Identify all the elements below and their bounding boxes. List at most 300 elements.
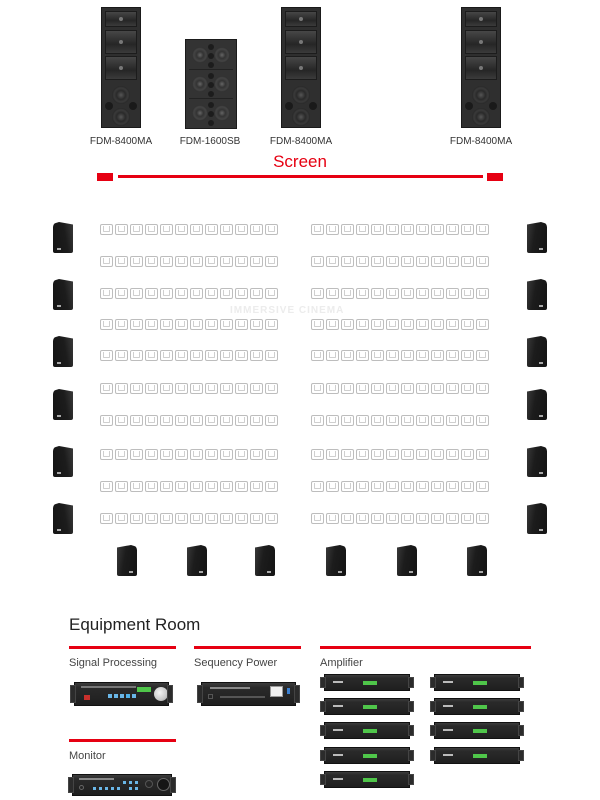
seat-icon[interactable] (130, 513, 143, 524)
knob-icon (145, 780, 153, 788)
main-speaker-left[interactable] (101, 7, 141, 128)
seat-icon[interactable] (476, 319, 489, 330)
seat-icon[interactable] (175, 224, 188, 235)
surround-speaker-left[interactable] (53, 389, 73, 420)
seat-icon[interactable] (160, 350, 173, 361)
seat-icon[interactable] (386, 288, 399, 299)
seat-icon[interactable] (265, 481, 278, 492)
seat-icon[interactable] (326, 415, 339, 426)
amplifier-device[interactable] (434, 722, 520, 739)
seat-icon[interactable] (100, 256, 113, 267)
seat-icon[interactable] (311, 415, 324, 426)
seat-icon[interactable] (431, 513, 444, 524)
seat-icon[interactable] (356, 383, 369, 394)
seat-icon[interactable] (130, 288, 143, 299)
seat-icon[interactable] (341, 449, 354, 460)
seat-icon[interactable] (356, 224, 369, 235)
seat-icon[interactable] (476, 350, 489, 361)
surround-speaker-left[interactable] (53, 279, 73, 310)
surround-speaker-rear[interactable] (326, 545, 346, 576)
subwoofer-center[interactable] (185, 39, 237, 129)
seat-icon[interactable] (461, 481, 474, 492)
seat-icon[interactable] (401, 288, 414, 299)
amplifier-device[interactable] (434, 674, 520, 691)
seat-icon[interactable] (220, 256, 233, 267)
seat-icon[interactable] (401, 513, 414, 524)
seat-icon[interactable] (341, 319, 354, 330)
seat-icon[interactable] (416, 256, 429, 267)
seat-icon[interactable] (160, 256, 173, 267)
amplifier-device[interactable] (324, 747, 410, 764)
surround-speaker-rear[interactable] (187, 545, 207, 576)
seat-icon[interactable] (431, 224, 444, 235)
seat-icon[interactable] (250, 319, 263, 330)
seat-icon[interactable] (311, 224, 324, 235)
seat-icon[interactable] (205, 481, 218, 492)
seat-icon[interactable] (461, 224, 474, 235)
signal-processor-device[interactable] (74, 682, 169, 706)
volume-dial-icon (157, 778, 170, 791)
seat-icon[interactable] (205, 288, 218, 299)
seat-icon[interactable] (401, 383, 414, 394)
seat-icon[interactable] (235, 288, 248, 299)
seat-icon[interactable] (220, 383, 233, 394)
seat-icon[interactable] (145, 319, 158, 330)
seat-icon[interactable] (265, 513, 278, 524)
seat-row (311, 319, 489, 330)
seat-icon[interactable] (220, 319, 233, 330)
seat-icon[interactable] (160, 383, 173, 394)
seat-icon[interactable] (431, 383, 444, 394)
seat-icon[interactable] (431, 319, 444, 330)
seat-icon[interactable] (115, 224, 128, 235)
seat-icon[interactable] (341, 256, 354, 267)
seat-icon[interactable] (311, 256, 324, 267)
seat-icon[interactable] (250, 383, 263, 394)
seat-icon[interactable] (476, 449, 489, 460)
seat-icon[interactable] (145, 288, 158, 299)
seat-icon[interactable] (115, 350, 128, 361)
section-label-amplifier: Amplifier (320, 657, 363, 669)
seat-icon[interactable] (190, 288, 203, 299)
screen-line (118, 175, 483, 178)
divider-power (194, 646, 301, 649)
seat-icon[interactable] (416, 224, 429, 235)
seat-icon[interactable] (265, 256, 278, 267)
seat-icon[interactable] (145, 224, 158, 235)
seat-icon[interactable] (265, 350, 278, 361)
seat-icon[interactable] (356, 449, 369, 460)
seat-icon[interactable] (461, 319, 474, 330)
seat-icon[interactable] (190, 224, 203, 235)
seat-icon[interactable] (446, 288, 459, 299)
amplifier-device[interactable] (324, 771, 410, 788)
screen-edge-right (487, 173, 503, 181)
surround-speaker-rear[interactable] (255, 545, 275, 576)
seat-icon[interactable] (100, 224, 113, 235)
seat-icon[interactable] (190, 319, 203, 330)
seat-row (100, 350, 278, 361)
seat-icon[interactable] (356, 513, 369, 524)
seat-icon[interactable] (386, 481, 399, 492)
seat-icon[interactable] (326, 319, 339, 330)
seat-icon[interactable] (115, 383, 128, 394)
seat-icon[interactable] (160, 415, 173, 426)
seat-icon[interactable] (115, 481, 128, 492)
seat-icon[interactable] (461, 350, 474, 361)
seat-icon[interactable] (115, 288, 128, 299)
seat-icon[interactable] (341, 481, 354, 492)
seat-icon[interactable] (326, 513, 339, 524)
surround-speaker-left[interactable] (53, 336, 73, 367)
seat-icon[interactable] (341, 513, 354, 524)
seat-icon[interactable] (326, 224, 339, 235)
seat-icon[interactable] (235, 513, 248, 524)
seat-icon[interactable] (356, 319, 369, 330)
seat-icon[interactable] (416, 513, 429, 524)
seat-icon[interactable] (311, 288, 324, 299)
seat-icon[interactable] (476, 288, 489, 299)
seat-icon[interactable] (431, 350, 444, 361)
seat-icon[interactable] (115, 319, 128, 330)
seat-icon[interactable] (130, 449, 143, 460)
seat-icon[interactable] (371, 415, 384, 426)
seat-icon[interactable] (220, 449, 233, 460)
seat-icon[interactable] (386, 513, 399, 524)
seat-icon[interactable] (476, 224, 489, 235)
seat-icon[interactable] (250, 288, 263, 299)
seat-row (311, 350, 489, 361)
surround-speaker-left[interactable] (53, 446, 73, 477)
seat-icon[interactable] (175, 256, 188, 267)
seat-icon[interactable] (446, 449, 459, 460)
seat-icon[interactable] (175, 513, 188, 524)
seat-icon[interactable] (100, 513, 113, 524)
seat-icon[interactable] (386, 319, 399, 330)
seat-icon[interactable] (371, 383, 384, 394)
seat-icon[interactable] (175, 288, 188, 299)
seat-icon[interactable] (100, 415, 113, 426)
seat-icon[interactable] (386, 350, 399, 361)
seat-icon[interactable] (356, 415, 369, 426)
seat-icon[interactable] (175, 481, 188, 492)
amplifier-device[interactable] (324, 698, 410, 715)
seat-icon[interactable] (175, 319, 188, 330)
seat-icon[interactable] (190, 449, 203, 460)
seat-icon[interactable] (341, 350, 354, 361)
seat-row (100, 319, 278, 330)
section-label-power: Sequency Power (194, 657, 278, 669)
monitor-device[interactable] (72, 774, 172, 796)
seat-icon[interactable] (160, 449, 173, 460)
seat-icon[interactable] (401, 449, 414, 460)
seat-icon[interactable] (386, 224, 399, 235)
seat-icon[interactable] (100, 449, 113, 460)
seat-icon[interactable] (341, 224, 354, 235)
seat-icon[interactable] (250, 256, 263, 267)
seat-icon[interactable] (265, 449, 278, 460)
seat-icon[interactable] (401, 256, 414, 267)
seat-icon[interactable] (341, 383, 354, 394)
seat-icon[interactable] (461, 513, 474, 524)
seat-icon[interactable] (220, 415, 233, 426)
seat-icon[interactable] (190, 383, 203, 394)
amplifier-device[interactable] (324, 722, 410, 739)
seat-icon[interactable] (130, 415, 143, 426)
seat-icon[interactable] (461, 288, 474, 299)
seat-row (100, 256, 278, 267)
seat-icon[interactable] (250, 224, 263, 235)
seat-icon[interactable] (220, 513, 233, 524)
sequency-power-device[interactable] (201, 682, 296, 706)
seat-icon[interactable] (446, 224, 459, 235)
seat-icon[interactable] (205, 513, 218, 524)
seat-icon[interactable] (311, 350, 324, 361)
seat-icon[interactable] (130, 481, 143, 492)
seat-icon[interactable] (115, 415, 128, 426)
seat-icon[interactable] (476, 415, 489, 426)
lcd-display-icon (473, 705, 487, 709)
seat-icon[interactable] (476, 513, 489, 524)
seat-icon[interactable] (100, 319, 113, 330)
seat-icon[interactable] (416, 383, 429, 394)
surround-speaker-left[interactable] (53, 222, 73, 253)
surround-speaker-right[interactable] (527, 389, 547, 420)
seat-icon[interactable] (115, 449, 128, 460)
seat-icon[interactable] (190, 256, 203, 267)
surround-speaker-rear[interactable] (397, 545, 417, 576)
seat-icon[interactable] (446, 319, 459, 330)
seat-icon[interactable] (130, 319, 143, 330)
seat-icon[interactable] (205, 256, 218, 267)
seat-icon[interactable] (341, 415, 354, 426)
seat-icon[interactable] (401, 415, 414, 426)
seat-icon[interactable] (220, 224, 233, 235)
seat-icon[interactable] (130, 383, 143, 394)
seat-icon[interactable] (190, 350, 203, 361)
seat-icon[interactable] (250, 449, 263, 460)
seat-icon[interactable] (145, 383, 158, 394)
seat-icon[interactable] (250, 481, 263, 492)
seat-icon[interactable] (446, 481, 459, 492)
seat-icon[interactable] (235, 224, 248, 235)
standby-icon (79, 785, 84, 790)
surround-speaker-right[interactable] (527, 336, 547, 367)
seat-icon[interactable] (416, 288, 429, 299)
seat-icon[interactable] (100, 383, 113, 394)
seat-icon[interactable] (311, 481, 324, 492)
seat-icon[interactable] (250, 350, 263, 361)
seat-icon[interactable] (476, 383, 489, 394)
speaker-label: FDM-8400MA (89, 136, 153, 147)
equipment-room-title: Equipment Room (69, 615, 201, 634)
seat-icon[interactable] (356, 256, 369, 267)
lcd-display-icon (363, 681, 377, 685)
amplifier-device[interactable] (324, 674, 410, 691)
seat-icon[interactable] (265, 415, 278, 426)
seat-icon[interactable] (311, 513, 324, 524)
surround-speaker-right[interactable] (527, 503, 547, 534)
seat-icon[interactable] (476, 481, 489, 492)
seat-icon[interactable] (130, 224, 143, 235)
seat-icon[interactable] (431, 449, 444, 460)
seat-icon[interactable] (115, 256, 128, 267)
seat-icon[interactable] (205, 415, 218, 426)
seat-icon[interactable] (205, 224, 218, 235)
seat-icon[interactable] (145, 481, 158, 492)
seat-icon[interactable] (431, 288, 444, 299)
seat-icon[interactable] (160, 224, 173, 235)
seat-icon[interactable] (311, 383, 324, 394)
main-speaker-right[interactable] (461, 7, 501, 128)
seat-icon[interactable] (235, 481, 248, 492)
seat-icon[interactable] (326, 449, 339, 460)
seat-icon[interactable] (371, 319, 384, 330)
seat-icon[interactable] (175, 449, 188, 460)
seat-icon[interactable] (145, 449, 158, 460)
switch-icon (208, 694, 213, 699)
seat-icon[interactable] (371, 224, 384, 235)
seat-icon[interactable] (100, 350, 113, 361)
surround-speaker-left[interactable] (53, 503, 73, 534)
seat-icon[interactable] (130, 350, 143, 361)
seat-icon[interactable] (311, 319, 324, 330)
seat-icon[interactable] (371, 481, 384, 492)
amplifier-device[interactable] (434, 747, 520, 764)
surround-speaker-right[interactable] (527, 446, 547, 477)
seat-icon[interactable] (386, 383, 399, 394)
seat-row (100, 481, 278, 492)
seat-icon[interactable] (190, 481, 203, 492)
seat-icon[interactable] (416, 350, 429, 361)
seat-icon[interactable] (371, 350, 384, 361)
seat-icon[interactable] (160, 513, 173, 524)
seat-icon[interactable] (145, 415, 158, 426)
seat-icon[interactable] (220, 288, 233, 299)
seat-icon[interactable] (431, 481, 444, 492)
seat-icon[interactable] (115, 513, 128, 524)
seat-icon[interactable] (220, 481, 233, 492)
seat-icon[interactable] (265, 224, 278, 235)
seat-icon[interactable] (386, 415, 399, 426)
divider-amplifier (320, 646, 531, 649)
seat-icon[interactable] (386, 449, 399, 460)
seat-icon[interactable] (100, 288, 113, 299)
seat-icon[interactable] (250, 415, 263, 426)
seat-icon[interactable] (446, 415, 459, 426)
seat-icon[interactable] (416, 449, 429, 460)
seat-icon[interactable] (356, 481, 369, 492)
seat-icon[interactable] (446, 513, 459, 524)
seat-icon[interactable] (205, 383, 218, 394)
lcd-display-icon (363, 705, 377, 709)
seat-icon[interactable] (100, 481, 113, 492)
seat-icon[interactable] (235, 415, 248, 426)
seat-icon[interactable] (145, 513, 158, 524)
seat-icon[interactable] (401, 350, 414, 361)
seat-icon[interactable] (371, 288, 384, 299)
seat-row (311, 513, 489, 524)
seat-icon[interactable] (431, 415, 444, 426)
seat-icon[interactable] (431, 256, 444, 267)
seat-icon[interactable] (311, 449, 324, 460)
surround-speaker-right[interactable] (527, 222, 547, 253)
seat-row (311, 415, 489, 426)
surround-speaker-right[interactable] (527, 279, 547, 310)
seat-icon[interactable] (235, 319, 248, 330)
seat-icon[interactable] (326, 288, 339, 299)
seat-icon[interactable] (416, 481, 429, 492)
seat-icon[interactable] (265, 319, 278, 330)
seat-icon[interactable] (371, 256, 384, 267)
seat-icon[interactable] (235, 449, 248, 460)
seat-icon[interactable] (205, 350, 218, 361)
seat-icon[interactable] (446, 350, 459, 361)
seat-icon[interactable] (175, 383, 188, 394)
seat-icon[interactable] (326, 481, 339, 492)
seat-icon[interactable] (416, 415, 429, 426)
seat-icon[interactable] (476, 256, 489, 267)
seat-icon[interactable] (446, 256, 459, 267)
seat-icon[interactable] (371, 513, 384, 524)
seat-icon[interactable] (341, 288, 354, 299)
seat-icon[interactable] (130, 256, 143, 267)
seat-icon[interactable] (220, 350, 233, 361)
seat-icon[interactable] (235, 383, 248, 394)
amplifier-device[interactable] (434, 698, 520, 715)
seat-icon[interactable] (461, 415, 474, 426)
seat-icon[interactable] (386, 256, 399, 267)
seat-icon[interactable] (190, 415, 203, 426)
seat-icon[interactable] (175, 350, 188, 361)
section-label-signal: Signal Processing (69, 657, 158, 669)
seat-icon[interactable] (145, 350, 158, 361)
section-label-monitor: Monitor (69, 750, 106, 762)
seat-icon[interactable] (160, 288, 173, 299)
seat-icon[interactable] (326, 350, 339, 361)
seat-icon[interactable] (416, 319, 429, 330)
seat-icon[interactable] (190, 513, 203, 524)
seat-icon[interactable] (461, 383, 474, 394)
seat-icon[interactable] (326, 383, 339, 394)
seat-icon[interactable] (265, 288, 278, 299)
seat-icon[interactable] (371, 449, 384, 460)
surround-speaker-rear[interactable] (467, 545, 487, 576)
seat-icon[interactable] (235, 256, 248, 267)
seat-icon[interactable] (265, 383, 278, 394)
seat-icon[interactable] (356, 288, 369, 299)
seat-icon[interactable] (401, 319, 414, 330)
seat-icon[interactable] (461, 449, 474, 460)
seat-icon[interactable] (205, 449, 218, 460)
seat-icon[interactable] (145, 256, 158, 267)
seat-icon[interactable] (401, 481, 414, 492)
seat-icon[interactable] (356, 350, 369, 361)
seat-icon[interactable] (235, 350, 248, 361)
seat-row (311, 383, 489, 394)
seat-icon[interactable] (401, 224, 414, 235)
seat-icon[interactable] (326, 256, 339, 267)
seat-icon[interactable] (160, 319, 173, 330)
seat-icon[interactable] (446, 383, 459, 394)
seat-icon[interactable] (175, 415, 188, 426)
seat-icon[interactable] (461, 256, 474, 267)
surround-speaker-rear[interactable] (117, 545, 137, 576)
main-speaker-center[interactable] (281, 7, 321, 128)
seat-icon[interactable] (205, 319, 218, 330)
seat-icon[interactable] (250, 513, 263, 524)
seat-icon[interactable] (160, 481, 173, 492)
